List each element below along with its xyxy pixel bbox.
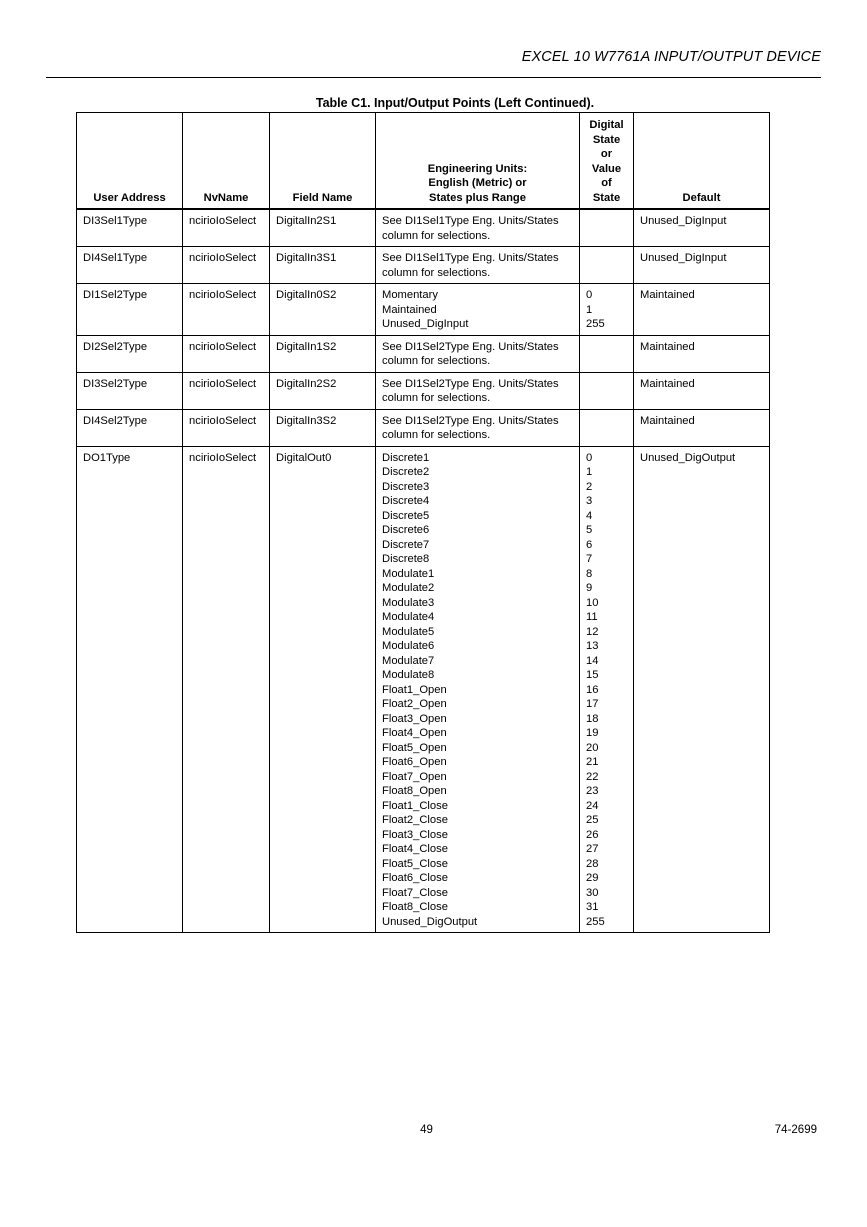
cell-state-value-line: 24: [586, 799, 599, 812]
cell-state-value-line: 20: [586, 741, 599, 754]
cell-engineering-units-line: Modulate3: [382, 596, 435, 609]
cell-state-value-line: 15: [586, 669, 599, 681]
page-number: 49: [420, 1124, 433, 1136]
cell-engineering-units-line: Float8_Open: [382, 785, 447, 797]
cell-state-value-line: 1: [586, 303, 593, 316]
cell-state-value-line: 22: [586, 770, 599, 783]
column-header-line: State: [592, 191, 621, 204]
cell-state-value-line: 12: [586, 625, 599, 638]
cell-field-name: DigitalIn2S2: [270, 372, 376, 409]
cell-nvname: ncirioIoSelect: [183, 284, 270, 336]
cell-engineering-units-line: See DI1Sel2Type Eng. Units/States column for selections.: [382, 414, 559, 441]
cell-engineering-units-line: Unused_DigOutput: [382, 915, 478, 928]
cell-default: Maintained: [634, 284, 770, 336]
cell-default: Unused_DigInput: [634, 209, 770, 247]
cell-state-value: [580, 335, 634, 372]
cell-state-value-line: 19: [586, 727, 599, 739]
cell-engineering-units-line: Discrete2: [382, 466, 430, 478]
cell-nvname: ncirioIoSelect: [183, 247, 270, 284]
table-caption: Table C1. Input/Output Points (Left Continued).: [315, 96, 595, 110]
table-row: [77, 335, 770, 372]
cell-field-name: DigitalIn3S2: [270, 409, 376, 446]
cell-state-value-line: 14: [586, 654, 599, 667]
cell-state-value-line: 27: [586, 843, 599, 855]
cell-engineering-units-line: Modulate5: [382, 625, 435, 638]
cell-field-name: DigitalIn3S1: [270, 247, 376, 284]
cell-field-name: DigitalOut0: [270, 446, 376, 933]
column-header-line: Digital: [589, 119, 624, 131]
cell-engineering-units-line: See DI1Sel1Type Eng. Units/States column for selections.: [382, 252, 559, 279]
cell-state-value-line: 2: [586, 480, 593, 493]
cell-nvname: ncirioIoSelect: [183, 335, 270, 372]
cell-engineering-units: [376, 446, 580, 933]
cell-engineering-units-line: Float4_Close: [382, 843, 448, 855]
cell-engineering-units-line: Discrete4: [382, 495, 430, 507]
cell-default: Maintained: [634, 372, 770, 409]
column-header-line: State: [592, 133, 621, 146]
column-header-user-address: [77, 113, 183, 210]
column-header-line: English (Metric) or: [428, 177, 527, 189]
cell-state-value-line: 4: [586, 509, 593, 522]
cell-default: Unused_DigOutput: [634, 446, 770, 933]
cell-state-value-line: 3: [586, 495, 593, 507]
cell-engineering-units-line: Unused_DigInput: [382, 318, 469, 330]
cell-state-value-line: 0: [586, 289, 593, 301]
cell-state-value-line: 11: [586, 611, 598, 623]
cell-state-value-line: 21: [586, 756, 599, 768]
column-header-line: NvName: [203, 191, 249, 204]
column-header-line: Engineering Units:: [427, 162, 528, 175]
cell-engineering-units-line: See DI1Sel2Type Eng. Units/States column for selections.: [382, 377, 559, 404]
column-header-line: Field Name: [292, 191, 353, 204]
cell-engineering-units-line: Modulate4: [382, 611, 435, 623]
cell-engineering-units-line: Discrete5: [382, 509, 430, 522]
cell-user-address: DI3Sel1Type: [77, 209, 183, 247]
cell-state-value-line: 31: [586, 901, 599, 913]
cell-engineering-units: [376, 247, 580, 284]
io-points-table: [76, 112, 770, 933]
cell-engineering-units-line: Modulate1: [382, 567, 435, 580]
cell-state-value: [580, 247, 634, 284]
cell-state-value-line: 1: [586, 466, 593, 478]
cell-engineering-units-line: Discrete3: [382, 480, 430, 493]
cell-engineering-units-line: Float3_Close: [382, 828, 448, 841]
cell-engineering-units: [376, 409, 580, 446]
cell-state-value-line: 6: [586, 538, 593, 551]
cell-state-value-line: 7: [586, 553, 593, 565]
cell-engineering-units-line: Modulate8: [382, 669, 435, 681]
cell-nvname: ncirioIoSelect: [183, 409, 270, 446]
cell-engineering-units-line: Float7_Open: [382, 770, 447, 783]
cell-engineering-units-line: Float5_Close: [382, 857, 448, 870]
cell-engineering-units-line: Float7_Close: [382, 886, 448, 899]
column-header-line: Value: [591, 162, 622, 175]
cell-state-value-line: 255: [586, 318, 605, 330]
cell-default: Maintained: [634, 335, 770, 372]
cell-state-value-line: 28: [586, 857, 599, 870]
cell-engineering-units-line: Modulate6: [382, 640, 435, 652]
io-points-table-container: [76, 112, 770, 933]
cell-engineering-units-line: Modulate2: [382, 582, 435, 594]
table-row: [77, 446, 770, 933]
table-row: [77, 372, 770, 409]
cell-state-value: [580, 209, 634, 247]
cell-engineering-units-line: Float5_Open: [382, 741, 447, 754]
column-header-line: or: [600, 148, 613, 160]
cell-user-address: DO1Type: [77, 446, 183, 933]
cell-engineering-units-line: Discrete1: [382, 451, 430, 464]
cell-field-name: DigitalIn2S1: [270, 209, 376, 247]
table-row: [77, 247, 770, 284]
column-header-line: User Address: [93, 191, 166, 204]
cell-engineering-units-line: Maintained: [382, 303, 437, 316]
cell-engineering-units: [376, 372, 580, 409]
cell-engineering-units-line: Float3_Open: [382, 712, 447, 725]
column-header-default: [634, 113, 770, 210]
cell-engineering-units-line: Momentary: [382, 289, 438, 301]
table-body: [77, 209, 770, 933]
cell-engineering-units-line: Float1_Close: [382, 799, 448, 812]
cell-state-value-line: 13: [586, 640, 599, 652]
cell-engineering-units: [376, 209, 580, 247]
cell-state-value: [580, 409, 634, 446]
cell-nvname: ncirioIoSelect: [183, 209, 270, 247]
cell-field-name: DigitalIn0S2: [270, 284, 376, 336]
cell-user-address: DI2Sel2Type: [77, 335, 183, 372]
cell-state-value-line: 25: [586, 814, 599, 826]
cell-engineering-units-line: Discrete8: [382, 553, 430, 565]
cell-engineering-units-line: Float6_Close: [382, 872, 448, 884]
column-header-digital-state-value: [580, 113, 634, 210]
column-header-engineering-units: [376, 113, 580, 210]
cell-state-value-line: 30: [586, 886, 599, 899]
document-header-title: EXCEL 10 W7761A INPUT/OUTPUT DEVICE: [521, 49, 821, 65]
cell-engineering-units-line: Float6_Open: [382, 756, 447, 768]
cell-state-value-line: 23: [586, 785, 599, 797]
cell-state-value: [580, 284, 634, 336]
cell-engineering-units-line: Modulate7: [382, 654, 435, 667]
cell-state-value-line: 8: [586, 567, 593, 580]
cell-engineering-units-line: Float4_Open: [382, 727, 447, 739]
cell-field-name: DigitalIn1S2: [270, 335, 376, 372]
cell-state-value-line: 5: [586, 524, 593, 536]
cell-engineering-units: [376, 284, 580, 336]
column-header-nvname: [183, 113, 270, 210]
cell-engineering-units-line: Float2_Close: [382, 814, 448, 826]
cell-nvname: ncirioIoSelect: [183, 372, 270, 409]
cell-engineering-units-line: See DI1Sel2Type Eng. Units/States column for selections.: [382, 340, 559, 367]
cell-state-value-line: 255: [586, 915, 605, 928]
header-divider: [46, 77, 821, 78]
cell-user-address: DI1Sel2Type: [77, 284, 183, 336]
document-number: 74-2699: [774, 1124, 817, 1136]
cell-state-value-line: 10: [586, 596, 599, 609]
cell-state-value-line: 29: [586, 872, 599, 884]
cell-state-value-line: 17: [586, 698, 599, 710]
table-header-row: [77, 113, 770, 210]
column-header-line: States plus Range: [429, 191, 526, 204]
cell-engineering-units-line: Discrete6: [382, 524, 430, 536]
table-row: [77, 209, 770, 247]
cell-engineering-units-line: Float8_Close: [382, 901, 448, 913]
table-row: [77, 284, 770, 336]
cell-default: Maintained: [634, 409, 770, 446]
cell-state-value: [580, 446, 634, 933]
cell-engineering-units-line: See DI1Sel1Type Eng. Units/States column for selections.: [382, 215, 559, 242]
cell-user-address: DI4Sel1Type: [77, 247, 183, 284]
cell-engineering-units-line: Float2_Open: [382, 698, 447, 710]
cell-state-value-line: 18: [586, 712, 599, 725]
column-header-line: Default: [682, 191, 721, 204]
table-row: [77, 409, 770, 446]
cell-user-address: DI4Sel2Type: [77, 409, 183, 446]
cell-user-address: DI3Sel2Type: [77, 372, 183, 409]
cell-engineering-units-line: Discrete7: [382, 538, 430, 551]
column-header-line: of: [601, 177, 612, 189]
cell-default: Unused_DigInput: [634, 247, 770, 284]
column-header-field-name: [270, 113, 376, 210]
cell-engineering-units: [376, 335, 580, 372]
cell-state-value-line: 16: [586, 683, 599, 696]
cell-state-value-line: 26: [586, 828, 599, 841]
cell-state-value: [580, 372, 634, 409]
cell-nvname: ncirioIoSelect: [183, 446, 270, 933]
cell-state-value-line: 0: [586, 451, 593, 464]
cell-state-value-line: 9: [586, 582, 593, 594]
cell-engineering-units-line: Float1_Open: [382, 683, 447, 696]
